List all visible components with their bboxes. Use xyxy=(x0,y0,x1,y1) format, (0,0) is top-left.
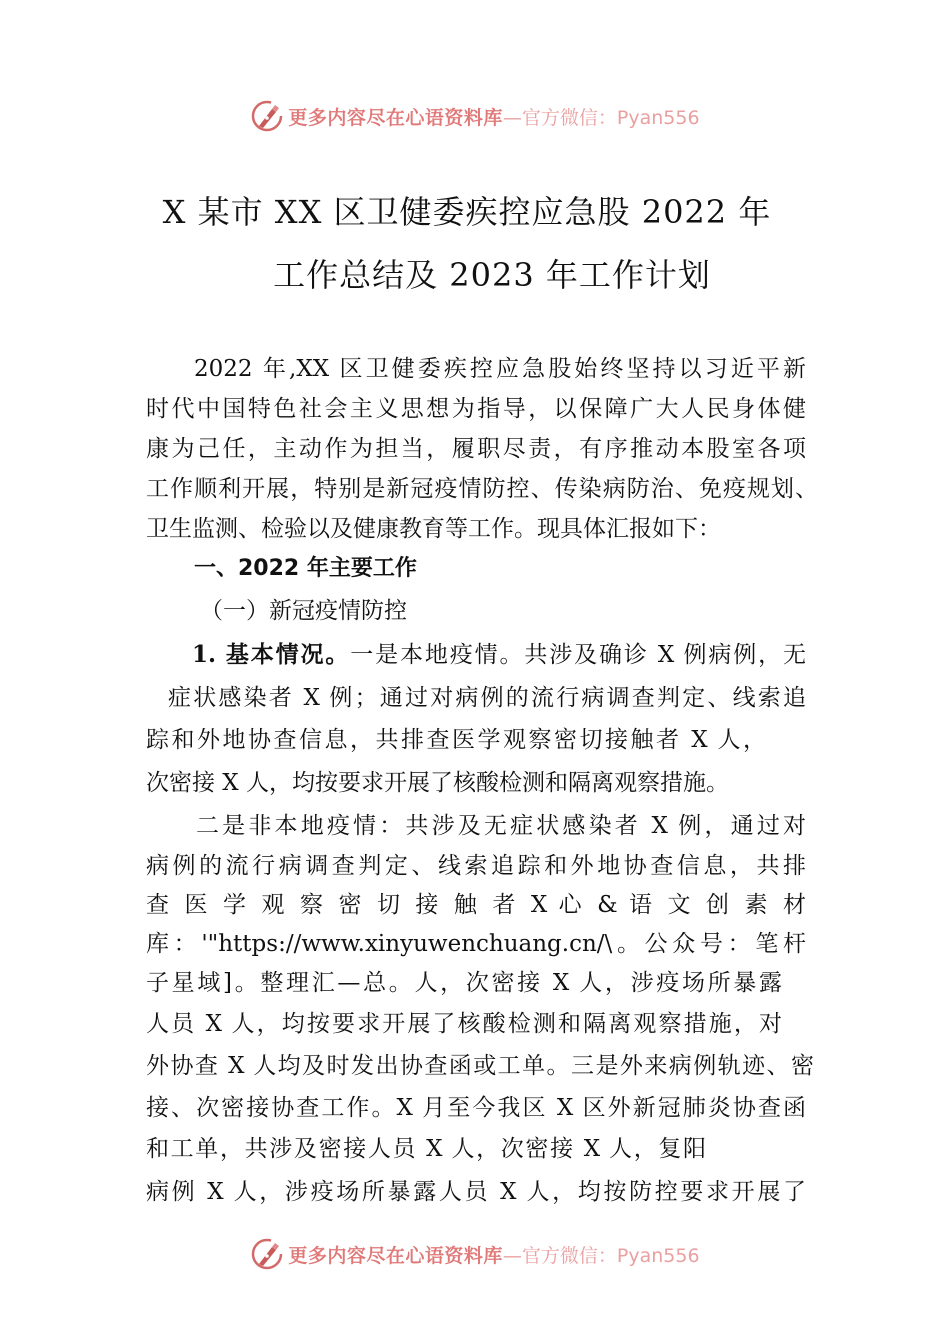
para-2-line-5: 子星域]。整理汇—总。人，次密接 X 人，涉疫场所暴露 xyxy=(146,970,782,996)
brand-text: 更多内容尽在心语资料库 xyxy=(288,106,503,129)
document-title-line-2: 工作总结及 2023 年工作计划 xyxy=(273,256,711,294)
para-2-line-9: 和工单，共涉及密接人员 X 人，次密接 X 人，复阳 xyxy=(146,1136,706,1162)
section-heading-1: 一、2022 年主要工作 xyxy=(194,556,417,581)
document-title-line-1: X 某市 XX 区卫健委疾控应急股 2022 年 xyxy=(162,193,772,231)
para-2-line-6: 人员 X 人，均按要求开展了核酸检测和隔离观察措施，对 xyxy=(146,1011,782,1037)
subsection-heading-1: （一）新冠疫情防控 xyxy=(200,598,407,624)
brand-text: 更多内容尽在心语资料库 xyxy=(288,1244,503,1267)
item-1-line-3: 踪和外地协查信息，共排查医学观察密切接触者 X 人， xyxy=(146,727,766,753)
intro-line-1: 2022 年,XX 区卫健委疾控应急股始终坚持以习近平新 xyxy=(194,356,806,382)
header-banner xyxy=(0,94,950,138)
item-1-line-2: 症状感染者 X 例；通过对病例的流行病调查判定、线索追 xyxy=(168,685,806,711)
para-2-line-1: 二是非本地疫情：共涉及无症状感染者 X 例，通过对 xyxy=(196,813,806,839)
para-2-line-2: 病例的流行病调查判定、线索追踪和外地协查信息，共排 xyxy=(146,853,806,879)
intro-line-2: 时代中国特色社会主义思想为指导，以保障广大人民身体健 xyxy=(146,396,806,422)
wechat-text: —官方微信：Pyan556 xyxy=(502,1244,700,1267)
para-2-line-10: 病例 X 人，涉疫场所暴露人员 X 人，均按防控要求开展了 xyxy=(146,1179,806,1205)
footer-banner xyxy=(0,1232,950,1276)
para-2-line-7: 外协查 X 人均及时发出协查函或工单。三是外来病例轨迹、密 xyxy=(146,1053,814,1079)
item-1-label: 1. 基本情况。 xyxy=(192,641,351,668)
para-2-line-8: 接、次密接协查工作。X 月至今我区 X 区外新冠肺炎协查函 xyxy=(146,1095,806,1121)
intro-line-5: 卫生监测、检验以及健康教育等工作。现具体汇报如下： xyxy=(146,516,721,542)
para-2-line-3: 查 医 学 观 察 密 切 接 触 者 X 心 & 语 文 创 素 材 xyxy=(146,892,806,918)
para-2-line-4: 库：'"https://www.xinyuwenchuang.cn/\。公众号：笔杆 xyxy=(146,931,806,957)
wechat-text: —官方微信：Pyan556 xyxy=(502,106,700,129)
item-1-text: 一是本地疫情。共涉及确诊 X 例病例，无 xyxy=(350,642,806,668)
pen-nib-seal-icon xyxy=(250,99,284,133)
intro-line-4: 工作顺利开展，特别是新冠疫情防控、传染病防治、免疫规划、 xyxy=(146,476,818,502)
item-1-line-4: 次密接 X 人，均按要求开展了核酸检测和隔离观察措施。 xyxy=(146,770,729,796)
item-1-first-line xyxy=(192,637,806,673)
pen-nib-seal-icon xyxy=(250,1237,284,1271)
intro-line-3: 康为己任，主动作为担当，履职尽责，有序推动本股室各项 xyxy=(146,436,806,462)
